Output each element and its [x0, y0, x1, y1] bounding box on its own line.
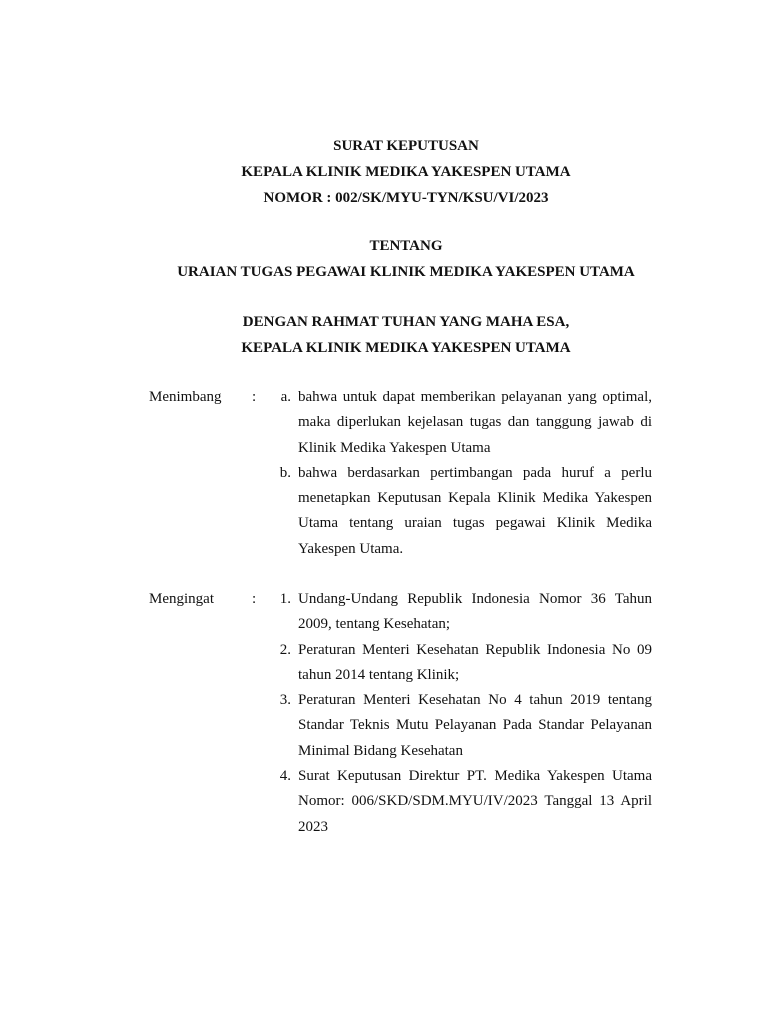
list-marker: 1.	[279, 591, 291, 607]
mengingat-colon: :	[252, 591, 257, 607]
list-item	[269, 764, 652, 840]
mengingat-list	[269, 587, 652, 840]
list-marker: a.	[280, 389, 291, 405]
list-item-text: Peraturan Menteri Kesehatan No 4 tahun 2019 tentang Standar Teknis Mutu Pelayanan Pada Standar Pelayanan Minimal Bidang Kesehatan	[298, 692, 652, 759]
menimbang-list	[269, 385, 652, 562]
list-item-text: Peraturan Menteri Kesehatan Republik Indonesia No 09 tahun 2014 tentang Klinik;	[298, 641, 652, 683]
preamble-issuer: KEPALA KLINIK MEDIKA YAKESPEN UTAMA	[241, 340, 571, 356]
subject-heading: TENTANG	[369, 238, 443, 254]
decree-header	[0, 133, 768, 211]
decree-preamble	[0, 309, 768, 361]
menimbang-label: Menimbang	[149, 389, 222, 405]
list-marker: b.	[279, 464, 291, 481]
mengingat-label: Mengingat	[149, 591, 214, 607]
decree-title: SURAT KEPUTUSAN	[333, 138, 479, 154]
list-item	[269, 638, 652, 689]
list-marker: 2.	[279, 641, 291, 658]
list-item	[269, 688, 652, 764]
list-item-text: Surat Keputusan Direktur PT. Medika Yakespen Utama Nomor: 006/SKD/SDM.MYU/IV/2023 Tanggal 13 April 2023	[298, 768, 652, 835]
list-marker: 3.	[279, 692, 291, 709]
list-marker: 4.	[279, 768, 291, 785]
list-item-text: bahwa untuk dapat memberikan pelayanan yang optimal, maka diperlukan kejelasan tugas dan tanggung jawab di Klinik Medika Yakespen Utama	[298, 389, 652, 456]
menimbang-colon: :	[252, 389, 257, 405]
preamble-invocation: DENGAN RAHMAT TUHAN YANG MAHA ESA,	[242, 314, 570, 330]
list-item	[269, 587, 652, 638]
subject-title: URAIAN TUGAS PEGAWAI KLINIK MEDIKA YAKESPEN UTAMA	[177, 264, 635, 280]
issuer-title: KEPALA KLINIK MEDIKA YAKESPEN UTAMA	[241, 164, 571, 180]
decree-number: NOMOR : 002/SK/MYU-TYN/KSU/VI/2023	[263, 190, 549, 206]
list-item	[269, 461, 652, 562]
list-item	[269, 385, 652, 461]
decree-subject	[0, 233, 768, 285]
list-item-text: Undang-Undang Republik Indonesia Nomor 36 Tahun 2009, tentang Kesehatan;	[298, 591, 652, 633]
list-item-text: bahwa berdasarkan pertimbangan pada huruf a perlu menetapkan Keputusan Kepala Klinik Medika Yakespen Utama tentang uraian tugas pegawai Klinik Medika Yakespen Utama.	[298, 464, 652, 557]
